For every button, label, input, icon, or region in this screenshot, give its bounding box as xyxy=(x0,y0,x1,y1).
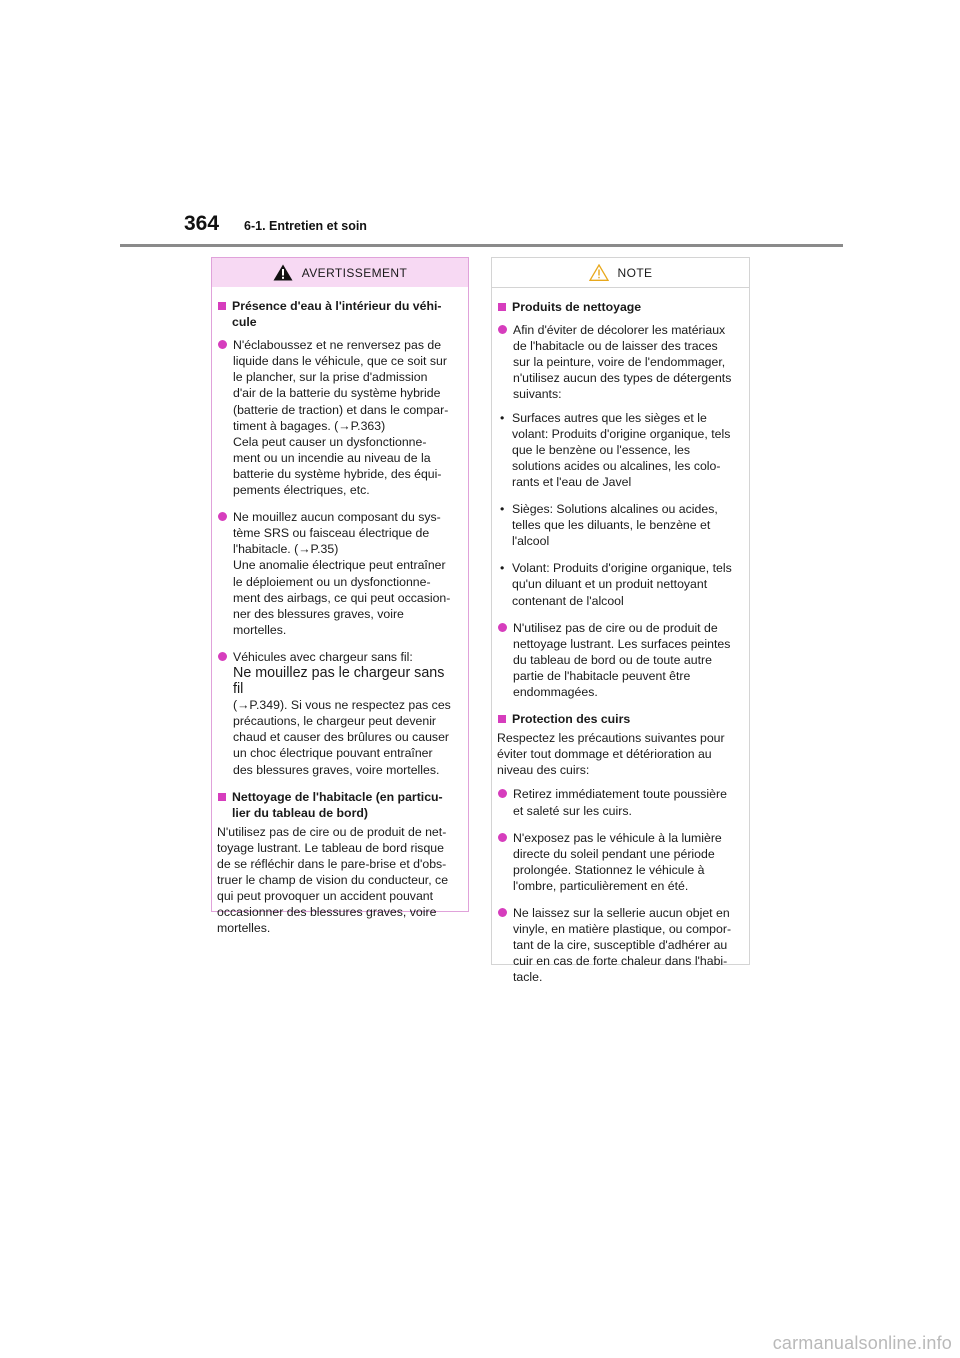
bullet-text: N'utilisez pas de cire ou de produit de nettoyage lustrant. Les surfaces peintes du tableau de bord ou de toute autre partie de l'habitacle peuvent être endommagées. xyxy=(513,620,731,699)
note-box xyxy=(491,257,750,985)
sub-text: Volant: Produits d'origine organique, tels qu'un diluant et un produit nettoyant contenant de l'alcool xyxy=(512,561,732,608)
bullet-text: Retirez immédiatement toute poussière et saleté sur les cuirs. xyxy=(513,787,727,818)
note-bullet-4 xyxy=(497,830,739,894)
heading-text: Présence d'eau à l'intérieur du véhi- cule xyxy=(232,299,442,330)
warning-title: AVERTISSEMENT xyxy=(301,265,408,280)
note-paragraph: Respectez les précautions suivantes pour éviter tout dommage et détérioration au niveau des cuirs: xyxy=(497,731,725,778)
warning-box xyxy=(211,257,469,936)
note-sub-1 xyxy=(497,410,739,490)
bullet-text: Afin d'éviter de décolorer les matériaux de l'habitacle ou de laisser des traces sur la peinture, voire de l'endommager, n'utilisez aucun des types de détergents suivants: xyxy=(513,323,732,402)
sub-text: Sièges: Solutions alcalines ou acides, telles que les diluants, le benzène et l'alcool xyxy=(512,502,718,549)
note-header xyxy=(492,258,749,288)
note-bullet-1 xyxy=(497,322,739,402)
bullet-text-emphasis: Ne mouillez pas le chargeur sans fil xyxy=(233,664,445,698)
dot-bullet-icon xyxy=(218,652,227,661)
sub-text: Surfaces autres que les sièges et le volant: Produits d'origine organique, tels que le benzène ou l'essence, les solutions acides ou alcalines, les colo- rants et l'eau de Javel xyxy=(512,410,731,489)
dot-bullet-icon xyxy=(498,623,507,632)
heading-text: Protection des cuirs xyxy=(512,712,631,727)
dot-bullet-icon xyxy=(498,908,507,917)
note-title: NOTE xyxy=(617,265,653,280)
dot-bullet-icon xyxy=(498,833,507,842)
sub-bullet-icon: • xyxy=(500,502,505,517)
warning-heading-cleaning xyxy=(217,789,458,821)
warning-bullet-3 xyxy=(217,649,458,778)
square-bullet-icon xyxy=(218,302,226,310)
heading-text: Produits de nettoyage xyxy=(512,300,642,314)
warning-paragraph: N'utilisez pas de cire ou de produit de net- toyage lustrant. Le tableau de bord risque de se réfléchir dans le pare-brise et d'obs- truer le champ de vision du conducteur, ce qui peut provoquer un accident pouvant occasionner des blessures graves, voire mortelles. xyxy=(217,824,449,936)
warning-bullet-1 xyxy=(217,337,458,498)
warning-triangle-icon xyxy=(273,264,293,281)
page-number: 364 xyxy=(184,212,220,235)
bullet-text-rest: (→P.349). Si vous ne respectez pas ces précautions, le chargeur peut devenir chaud et causer des brûlures ou causer un choc électrique pouvant entraîner des blessures graves, voire mortelles. xyxy=(233,698,451,777)
bullet-text: N'éclaboussez et ne renversez pas de liquide dans le véhicule, que ce soit sur le plancher, sur la prise d'admission d'air de la batterie du système hybride (batterie de traction) et dans le compar- timent à bagages. (→P.363) Cela peut causer un dysfonctionne- ment ou un incendie au niveau de la batterie du système hybride, des équi- pements électriques, etc. xyxy=(233,338,449,498)
bullet-text: Ne mouillez aucun composant du sys- tème SRS ou faisceau électrique de l'habitacle. (→P.35) Une anomalie électrique peut entraîner le déploiement ou un dysfonctionne- ment des airbags, ce qui peut occasion- ner des blessures graves, voire mortelles. xyxy=(233,510,451,637)
note-heading-leather xyxy=(497,711,739,727)
warning-heading-water xyxy=(217,298,458,330)
bullet-text: N'exposez pas le véhicule à la lumière directe du soleil pendant une période prolongée. Stationnez le véhicule à l'ombre, particulièrement en été. xyxy=(513,830,722,893)
note-sub-3 xyxy=(497,560,739,608)
square-bullet-icon xyxy=(498,303,506,311)
dot-bullet-icon xyxy=(218,340,227,349)
dot-bullet-icon xyxy=(498,789,507,798)
note-bullet-2 xyxy=(497,620,739,700)
warning-bullet-2 xyxy=(217,509,458,638)
sub-bullet-icon: • xyxy=(500,410,505,425)
note-bullet-5 xyxy=(497,905,739,985)
note-bullet-3 xyxy=(497,786,739,818)
dot-bullet-icon xyxy=(498,325,507,334)
bullet-text: Ne laissez sur la sellerie aucun objet en vinyle, en matière plastique, ou compor- tant de la cire, susceptible d'adhérer au cuir en cas de forte chaleur dans l'habi- tacle. xyxy=(513,906,732,985)
note-sub-2 xyxy=(497,501,739,549)
bullet-text-intro: Véhicules avec chargeur sans fil: xyxy=(233,649,413,664)
section-title: 6-1. Entretien et soin xyxy=(244,219,367,233)
square-bullet-icon xyxy=(498,715,506,723)
caution-triangle-icon xyxy=(589,264,609,281)
watermark: carmanualsonline.info xyxy=(772,1333,952,1353)
heading-text: Nettoyage de l'habitacle (en particu- lier du tableau de bord) xyxy=(232,789,443,820)
dot-bullet-icon xyxy=(218,512,227,521)
warning-header xyxy=(212,258,468,287)
square-bullet-icon xyxy=(218,793,226,801)
sub-bullet-icon: • xyxy=(500,561,505,576)
note-heading-products xyxy=(497,299,739,315)
header-rule xyxy=(120,244,843,247)
